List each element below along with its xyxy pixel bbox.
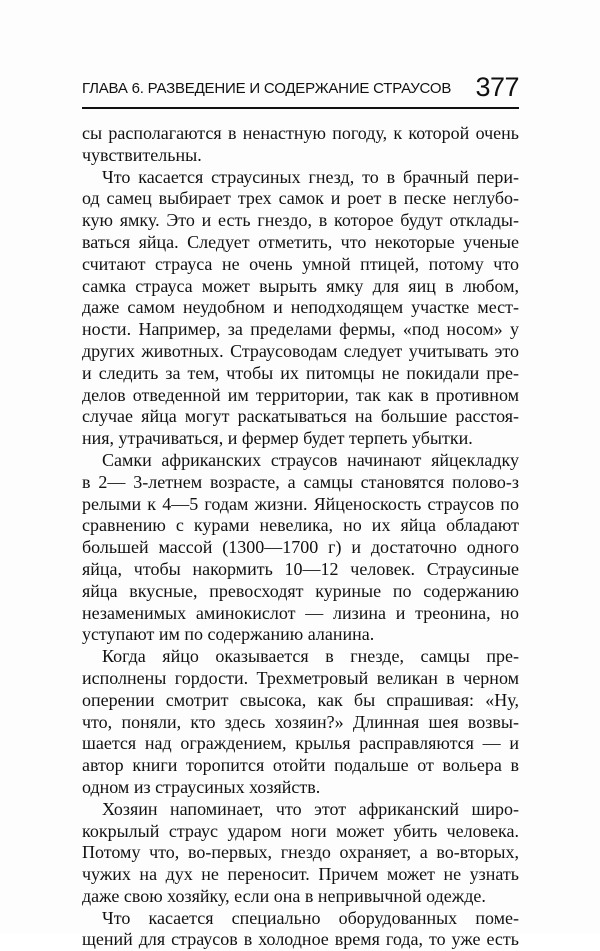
text-line: и следить за тем, чтобы их питомцы не покидали пре-: [82, 362, 519, 383]
text-line: в 2— 3-летнем возрасте, а самцы становятся полово-з: [82, 471, 519, 492]
page-header: [82, 72, 519, 108]
text-line: кую ямку. Это и есть гнездо, в которое будут отклады-: [82, 210, 519, 231]
text-line: яйца, чтобы накормить 10—12 человек. Страусиные: [82, 558, 519, 579]
text-line: чувствительны.: [82, 144, 202, 165]
text-line: Потому что, во-первых, гнездо охраняет, а во-вторых,: [82, 842, 519, 863]
text-line: незаменимых аминокислот — лизина и треонина, но: [82, 602, 519, 623]
text-line: ности. Например, за пределами фермы, «под носом» у: [82, 319, 519, 340]
running-head: ГЛАВА 6. РАЗВЕДЕНИЕ И СОДЕРЖАНИЕ СТРАУСОВ: [82, 80, 452, 97]
text-line: ния, утрачиваться, и фермер будет терпеть убытки.: [82, 428, 473, 449]
text-line: других животных. Страусоводам следует учитывать это: [82, 340, 519, 361]
text-line: сы располагаются в ненастную погоду, к которой очень: [82, 123, 519, 143]
text-line: Что касается специально оборудованных поме-: [102, 907, 519, 928]
text-line: Самки африканских страусов начинают яйцекладку: [102, 449, 519, 470]
text-line: од самец выбирает трех самок и роет в песке неглубо-: [82, 188, 519, 209]
text-line: шается над ограждением, крылья расправляются — и: [82, 733, 519, 754]
text-line: Что касается страусиных гнезд, то в брачный пери-: [102, 166, 519, 187]
body-text: [82, 123, 519, 951]
header-rule: [82, 107, 519, 109]
text-line: одном из страусиных хозяйств.: [82, 776, 321, 797]
text-line: автор книги торопится отойти подальше от вольера в: [82, 755, 519, 776]
text-line: самка страуса может вырыть ямку для яиц в любом,: [82, 275, 519, 296]
text-line: ваться яйца. Следует отметить, что некоторые ученые: [82, 231, 519, 252]
text-line: Когда яйцо оказывается в гнезде, самцы пре-: [102, 646, 519, 667]
text-line: даже свою хозяйку, если она в непривычной одежде.: [82, 885, 486, 906]
text-line: чужих на дух не переносит. Причем может не узнать: [82, 864, 519, 885]
text-line: щений для страусов в холодное время года, то уже есть: [82, 929, 519, 950]
page-number: 377: [475, 72, 519, 102]
text-line: большей массой (1300—1700 г) и достаточно одного: [82, 537, 519, 558]
text-line: кокрылый страус ударом ноги может убить человека.: [82, 820, 519, 841]
text-line: уступают им по содержанию аланина.: [82, 624, 375, 645]
text-line: исполнены гордости. Трехметровый великан в черном: [82, 667, 519, 688]
text-line: релыми к 4—5 годам жизни. Яйценоскость страусов по: [82, 493, 519, 514]
text-line: что, поняли, кто здесь хозяин?» Длинная шея возвы-: [82, 711, 519, 732]
text-line: Хозяин напоминает, что этот африканский широ-: [102, 798, 519, 819]
text-line: яйца вкусные, превосходят куриные по содержанию: [82, 580, 519, 601]
text-line: считают страуса не очень умной птицей, потому что: [82, 253, 519, 274]
text-line: делов отведенной им территории, так как в противном: [82, 384, 519, 405]
text-line: даже самом неудобном и неподходящем участке мест-: [82, 297, 519, 318]
text-line: сравнению с курами невелика, но их яйца обладают: [82, 515, 519, 536]
text-line: оперении смотрит свысока, как бы спрашивая: «Ну,: [82, 689, 519, 710]
text-line: случае яйца могут раскатываться на большие расстоя-: [82, 406, 519, 427]
